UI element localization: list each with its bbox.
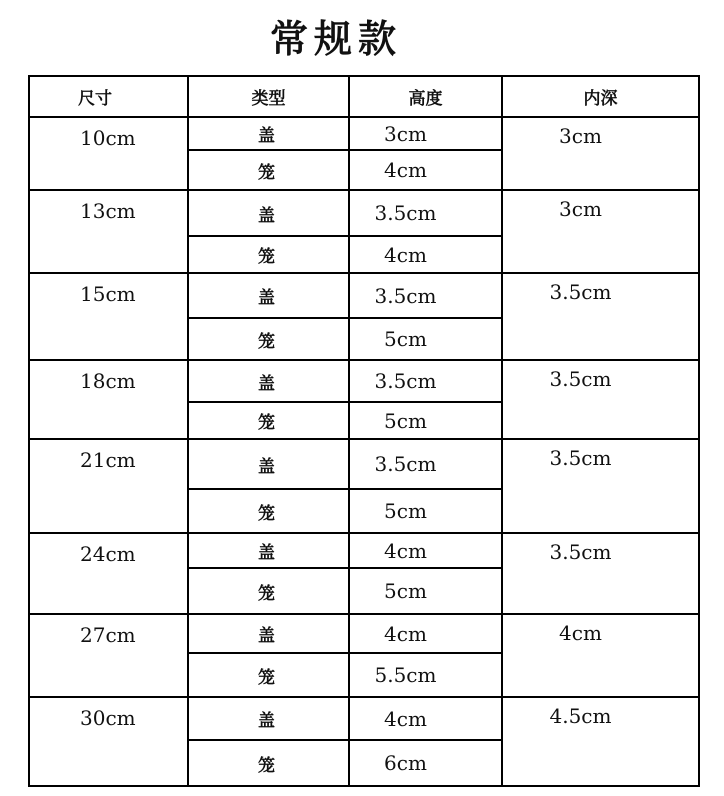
table-row [29, 190, 699, 236]
height-cell-lid: 3cm [349, 117, 502, 150]
height-cell-steamer: 5cm [349, 402, 502, 439]
table-row [29, 614, 699, 653]
size-cell: 30cm [29, 697, 188, 786]
height-cell-steamer: 4cm [349, 150, 502, 190]
table-row [29, 439, 699, 489]
depth-cell: 3.5cm [502, 273, 699, 360]
height-cell-lid: 4cm [349, 697, 502, 740]
type-cell-lid: 盖 [188, 439, 349, 489]
type-cell-steamer: 笼 [188, 568, 349, 614]
type-cell-steamer: 笼 [188, 236, 349, 273]
size-cell: 15cm [29, 273, 188, 360]
type-cell-steamer: 笼 [188, 402, 349, 439]
type-cell-steamer: 笼 [188, 489, 349, 533]
type-cell-lid: 盖 [188, 533, 349, 568]
size-cell: 27cm [29, 614, 188, 697]
size-cell: 18cm [29, 360, 188, 439]
size-cell: 10cm [29, 117, 188, 190]
depth-cell: 4cm [502, 614, 699, 697]
type-cell-steamer: 笼 [188, 150, 349, 190]
type-cell-lid: 盖 [188, 697, 349, 740]
size-table [28, 75, 700, 787]
page-title: 常规款 [269, 17, 402, 61]
depth-cell: 4.5cm [502, 697, 699, 786]
header-height: 高度 [349, 76, 502, 117]
header-row [29, 76, 699, 117]
type-cell-lid: 盖 [188, 273, 349, 318]
height-cell-lid: 3.5cm [349, 360, 502, 402]
size-cell: 21cm [29, 439, 188, 533]
table-row [29, 697, 699, 740]
type-cell-lid: 盖 [188, 360, 349, 402]
table-row [29, 533, 699, 568]
depth-cell: 3.5cm [502, 360, 699, 439]
depth-cell: 3.5cm [502, 439, 699, 533]
type-cell-steamer: 笼 [188, 653, 349, 697]
height-cell-lid: 3.5cm [349, 190, 502, 236]
header-size: 尺寸 [29, 76, 188, 117]
depth-cell: 3cm [502, 190, 699, 273]
height-cell-steamer: 5cm [349, 489, 502, 533]
height-cell-lid: 3.5cm [349, 273, 502, 318]
height-cell-steamer: 6cm [349, 740, 502, 786]
header-depth: 内深 [502, 76, 699, 117]
height-cell-lid: 4cm [349, 614, 502, 653]
size-cell: 24cm [29, 533, 188, 614]
table-row [29, 273, 699, 318]
size-cell: 13cm [29, 190, 188, 273]
table-row [29, 117, 699, 150]
type-cell-steamer: 笼 [188, 318, 349, 360]
depth-cell: 3cm [502, 117, 699, 190]
depth-cell: 3.5cm [502, 533, 699, 614]
table-row [29, 360, 699, 402]
height-cell-steamer: 4cm [349, 236, 502, 273]
height-cell-steamer: 5.5cm [349, 653, 502, 697]
height-cell-steamer: 5cm [349, 318, 502, 360]
type-cell-lid: 盖 [188, 614, 349, 653]
height-cell-steamer: 5cm [349, 568, 502, 614]
type-cell-steamer: 笼 [188, 740, 349, 786]
height-cell-lid: 3.5cm [349, 439, 502, 489]
type-cell-lid: 盖 [188, 190, 349, 236]
type-cell-lid: 盖 [188, 117, 349, 150]
height-cell-lid: 4cm [349, 533, 502, 568]
header-type: 类型 [188, 76, 349, 117]
